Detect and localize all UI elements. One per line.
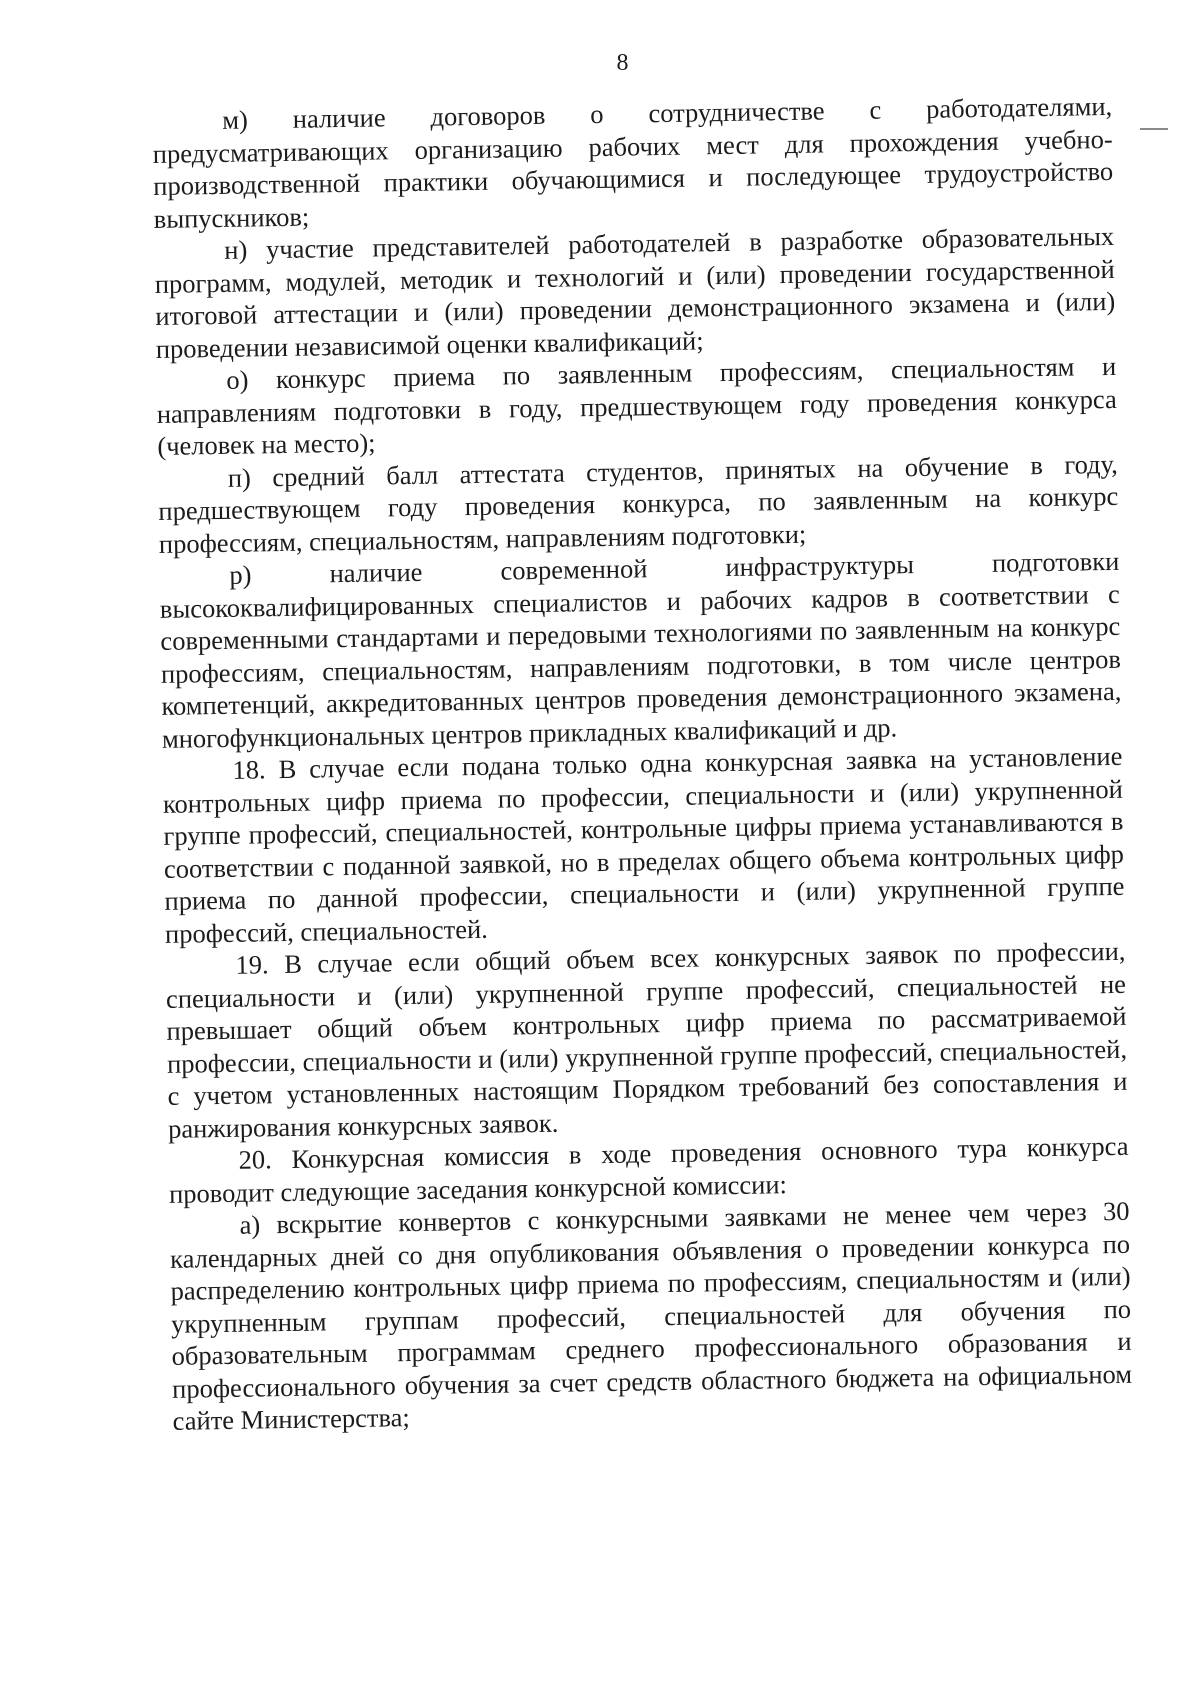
paragraph-20a: а) вскрытие конвертов с конкурсными заявками не менее чем через 30 календарных дней со дня опубликования объявления о проведении конкурса по распределению контрольных цифр приема по профессиям, специальностям и (или) укрупненным группам профессий, специальностей для обучения по образовательным программам среднего профессионального образования и профессионального обучения за счет средств областного бюджета на официальном сайте Министерства; [169,1195,1133,1436]
page-number: 8 [616,50,629,76]
paragraph-20: 20. Конкурсная комиссия в ходе проведения основного тура конкурса проводит следующие заседания конкурсной комиссии: [168,1130,1129,1209]
paragraph-o: о) конкурс приема по заявленным профессиям, специальностям и направлениям подготовки в году, предшествующем году проведения конкурса (человек на место); [156,350,1117,461]
document-body [152,90,1133,1437]
paragraph-r: р) наличие современной инфраструктуры подготовки высококвалифицированных специалистов и рабочих кадров в соответствии с современными стандартами и передовыми технологиями по заявленным на конкурс профессиям, специальностям, направлениям подготовки, в том числе центров компетенций, аккредитованных центров проведения демонстрационного экзамена, многофункциональных центров прикладных квалификаций и др. [159,545,1122,754]
paragraph-p: п) средний балл аттестата студентов, принятых на обучение в году, предшествующем году проведения конкурса, по заявленным на конкурс профессиям, специальностям, направлениям подготовки; [158,448,1119,559]
margin-mark [1140,128,1168,130]
paragraph-19: 19. В случае если общий объем всех конкурсных заявок по профессии, специальности и (или) укрупненной группе профессий, специальностей не превышает общий объем контрольных цифр приема по рассматриваемой профессии, специальности и (или) укрупненной группе профессий, специальностей, с учетом установленных настоящим Порядком требований без сопоставления и ранжирования конкурсных заявок. [165,935,1128,1144]
paragraph-18: 18. В случае если подана только одна конкурсная заявка на установление контрольных цифр приема по профессии, специальности и (или) укрупненной группе профессий, специальностей, контрольные цифры приема устанавливаются в соответствии с поданной заявкой, но в пределах общего объема контрольных цифр приема по данной профессии, специальности и (или) укрупненной группе профессий, специальностей. [162,740,1125,949]
paragraph-m: м) наличие договоров о сотрудничестве с работодателями, предусматривающих организацию рабочих мест для прохождения учебно-производственной практики обучающимися и последующее трудоустройство выпускников; [152,90,1114,234]
paragraph-n: н) участие представителей работодателей в разработке образовательных программ, модулей, методик и технологий и (или) проведении государственной итоговой аттестации и (или) проведении демонстрационного экзамена и (или) проведении независимой оценки квалификаций; [154,220,1116,364]
